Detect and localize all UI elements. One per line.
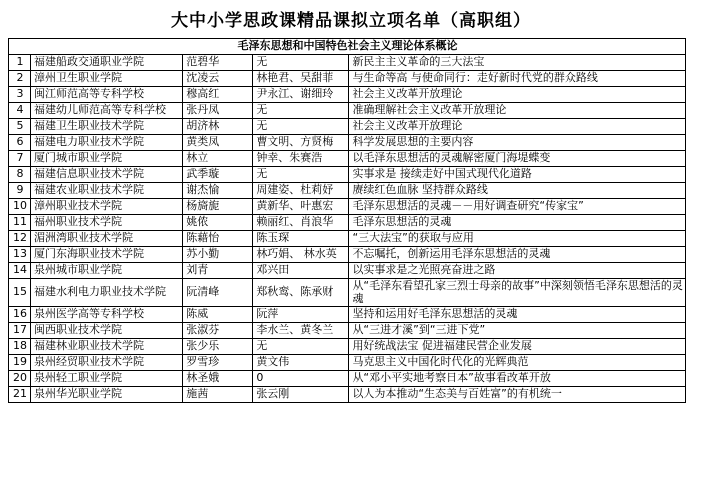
row-leader-cell: 穆高红 — [183, 86, 253, 102]
row-index-cell: 16 — [9, 307, 31, 323]
row-members-cell: 无 — [253, 54, 349, 70]
row-leader-cell: 姚侬 — [183, 214, 253, 230]
row-members-cell: 无 — [253, 102, 349, 118]
table-row — [9, 70, 686, 86]
table-row — [9, 134, 686, 150]
row-topic-cell: “三大法宝”的获取与应用 — [349, 230, 686, 246]
row-members-cell: 李水兰、黄冬兰 — [253, 323, 349, 339]
table-row — [9, 230, 686, 246]
row-index-cell: 14 — [9, 262, 31, 278]
row-index-cell: 7 — [9, 150, 31, 166]
row-leader-cell: 范碧华 — [183, 54, 253, 70]
table-row — [9, 307, 686, 323]
row-index-cell: 1 — [9, 54, 31, 70]
row-leader-cell: 阮清峰 — [183, 278, 253, 307]
row-leader-cell: 陈藉怡 — [183, 230, 253, 246]
row-leader-cell: 杨旖旎 — [183, 198, 253, 214]
row-members-cell: 0 — [253, 371, 349, 387]
row-topic-cell: 以人为本推动“生态美与百姓富”的有机统一 — [349, 387, 686, 403]
row-index-cell: 3 — [9, 86, 31, 102]
row-members-cell: 无 — [253, 339, 349, 355]
row-index-cell: 8 — [9, 166, 31, 182]
row-topic-cell: 从“毛泽东看望孔家三烈士母亲的故事”中深刻领悟毛泽东思想活的灵魂 — [349, 278, 686, 307]
row-members-cell: 林巧娟、 林水英 — [253, 246, 349, 262]
row-school-cell: 福建水利电力职业技术学院 — [31, 278, 183, 307]
row-topic-cell: 赓续红色血脉 坚持群众路线 — [349, 182, 686, 198]
row-members-cell: 林艳君、吴甜菲 — [253, 70, 349, 86]
row-members-cell: 陈玉琛 — [253, 230, 349, 246]
row-school-cell: 漳州职业技术学院 — [31, 198, 183, 214]
row-school-cell: 漳州卫生职业学院 — [31, 70, 183, 86]
row-index-cell: 15 — [9, 278, 31, 307]
row-leader-cell: 沈凌云 — [183, 70, 253, 86]
row-members-cell: 尹永江、谢细玲 — [253, 86, 349, 102]
row-leader-cell: 陈威 — [183, 307, 253, 323]
row-leader-cell: 罗雪珍 — [183, 355, 253, 371]
row-index-cell: 18 — [9, 339, 31, 355]
table-row — [9, 102, 686, 118]
row-members-cell: 无 — [253, 166, 349, 182]
row-index-cell: 4 — [9, 102, 31, 118]
row-members-cell: 阮萍 — [253, 307, 349, 323]
row-leader-cell: 刘青 — [183, 262, 253, 278]
row-index-cell: 6 — [9, 134, 31, 150]
row-leader-cell: 林立 — [183, 150, 253, 166]
row-members-cell: 黄文伟 — [253, 355, 349, 371]
row-topic-cell: 用好统战法宝 促进福建民营企业发展 — [349, 339, 686, 355]
row-leader-cell: 谢杰愉 — [183, 182, 253, 198]
row-index-cell: 12 — [9, 230, 31, 246]
row-school-cell: 福建信息职业技术学院 — [31, 166, 183, 182]
row-school-cell: 泉州医学高等专科学校 — [31, 307, 183, 323]
row-topic-cell: 毛泽东思想活的灵魂 — [349, 214, 686, 230]
row-members-cell: 无 — [253, 118, 349, 134]
row-index-cell: 5 — [9, 118, 31, 134]
row-members-cell: 张云刚 — [253, 387, 349, 403]
row-school-cell: 泉州经贸职业技术学院 — [31, 355, 183, 371]
row-school-cell: 厦门城市职业学院 — [31, 150, 183, 166]
row-school-cell: 福建幼儿师范高等专科学校 — [31, 102, 183, 118]
table-row — [9, 371, 686, 387]
row-index-cell: 20 — [9, 371, 31, 387]
row-leader-cell: 黄类凤 — [183, 134, 253, 150]
row-members-cell: 钟幸、朱赛浩 — [253, 150, 349, 166]
table-row — [9, 323, 686, 339]
row-school-cell: 闽西职业技术学院 — [31, 323, 183, 339]
table-row — [9, 387, 686, 403]
row-topic-cell: 科学发展思想的主要内容 — [349, 134, 686, 150]
row-leader-cell: 林圣娥 — [183, 371, 253, 387]
row-school-cell: 福建船政交通职业学院 — [31, 54, 183, 70]
row-topic-cell: 准确理解社会主义改革开放理论 — [349, 102, 686, 118]
row-members-cell: 郑秋鸾、陈承财 — [253, 278, 349, 307]
row-topic-cell: 以毛泽东思想活的灵魂解密厦门海堤蝶变 — [349, 150, 686, 166]
table-row — [9, 198, 686, 214]
row-topic-cell: 从“邓小平实地考察日本”故事看改革开放 — [349, 371, 686, 387]
row-topic-cell: 马克思主义中国化时代化的光辉典范 — [349, 355, 686, 371]
section-header-cell: 毛泽东思想和中国特色社会主义理论体系概论 — [9, 39, 686, 55]
table-row — [9, 150, 686, 166]
row-index-cell: 13 — [9, 246, 31, 262]
row-index-cell: 11 — [9, 214, 31, 230]
row-index-cell: 2 — [9, 70, 31, 86]
row-topic-cell: 不忘嘱托，创新运用毛泽东思想活的灵魂 — [349, 246, 686, 262]
table-row — [9, 339, 686, 355]
row-leader-cell: 武季璇 — [183, 166, 253, 182]
row-index-cell: 10 — [9, 198, 31, 214]
row-school-cell: 福建农业职业技术学院 — [31, 182, 183, 198]
row-members-cell: 邓兴田 — [253, 262, 349, 278]
row-school-cell: 福州职业技术学院 — [31, 214, 183, 230]
row-topic-cell: 实事求是 接续走好中国式现代化道路 — [349, 166, 686, 182]
row-school-cell: 福建林业职业技术学院 — [31, 339, 183, 355]
row-index-cell: 19 — [9, 355, 31, 371]
row-index-cell: 9 — [9, 182, 31, 198]
table-row — [9, 86, 686, 102]
row-topic-cell: 新民主主义革命的三大法宝 — [349, 54, 686, 70]
row-leader-cell: 张丹凤 — [183, 102, 253, 118]
table-row — [9, 182, 686, 198]
row-index-cell: 21 — [9, 387, 31, 403]
table-row — [9, 166, 686, 182]
page-title: 大中小学思政课精品课拟立项名单（高职组） — [171, 11, 531, 31]
table-row — [9, 246, 686, 262]
project-list-table — [8, 38, 686, 403]
table-section-header-row — [9, 39, 686, 55]
table-row — [9, 118, 686, 134]
row-topic-cell: 社会主义改革开放理论 — [349, 118, 686, 134]
row-school-cell: 泉州城市职业学院 — [31, 262, 183, 278]
table-row — [9, 54, 686, 70]
row-school-cell: 闽江师范高等专科学校 — [31, 86, 183, 102]
row-school-cell: 湄洲湾职业技术学院 — [31, 230, 183, 246]
row-members-cell: 曹文明、方贤梅 — [253, 134, 349, 150]
table-row — [9, 262, 686, 278]
row-members-cell: 周建姿、杜莉妤 — [253, 182, 349, 198]
row-topic-cell: 毛泽东思想活的灵魂－－用好调查研究“传家宝” — [349, 198, 686, 214]
row-members-cell: 黄新华、叶惠宏 — [253, 198, 349, 214]
row-topic-cell: 与生命等高 与使命同行：走好新时代党的群众路线 — [349, 70, 686, 86]
row-school-cell: 泉州轻工职业学院 — [31, 371, 183, 387]
row-school-cell: 泉州华光职业学院 — [31, 387, 183, 403]
row-leader-cell: 苏小勤 — [183, 246, 253, 262]
row-topic-cell: 坚持和运用好毛泽东思想活的灵魂 — [349, 307, 686, 323]
row-school-cell: 福建卫生职业技术学院 — [31, 118, 183, 134]
row-members-cell: 赖丽红、肖浪华 — [253, 214, 349, 230]
row-topic-cell: 以实事求是之光照亮奋进之路 — [349, 262, 686, 278]
table-body — [9, 39, 686, 403]
row-school-cell: 福建电力职业技术学院 — [31, 134, 183, 150]
table-row — [9, 214, 686, 230]
row-leader-cell: 施茜 — [183, 387, 253, 403]
row-leader-cell: 张少乐 — [183, 339, 253, 355]
table-row — [9, 355, 686, 371]
row-topic-cell: 从“三进才溪”到“三进下党” — [349, 323, 686, 339]
row-topic-cell: 社会主义改革开放理论 — [349, 86, 686, 102]
row-index-cell: 17 — [9, 323, 31, 339]
row-school-cell: 厦门东海职业技术学院 — [31, 246, 183, 262]
table-row — [9, 278, 686, 307]
row-leader-cell: 胡济林 — [183, 118, 253, 134]
row-leader-cell: 张淑芬 — [183, 323, 253, 339]
